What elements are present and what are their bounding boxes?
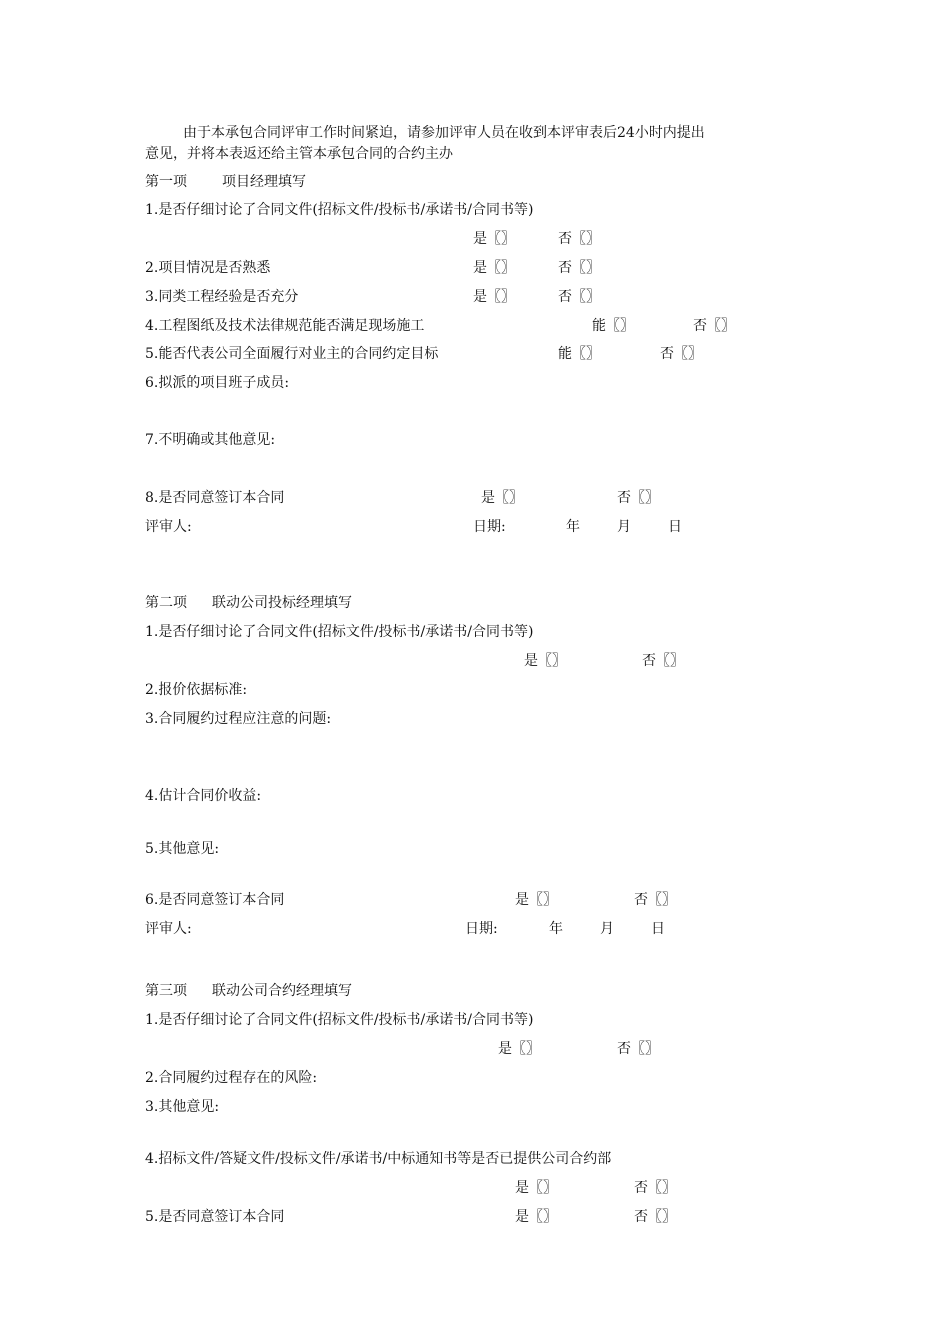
s2-q1-no[interactable]: 否〖〗 (642, 653, 684, 669)
s3-q2: 2.合同履约过程存在的风险: (145, 1070, 318, 1086)
s3-q5-no[interactable]: 否〖〗 (634, 1209, 676, 1225)
s1-month-label: 月 (617, 519, 631, 535)
section3-title: 第三项 (145, 983, 187, 999)
s3-q4-no[interactable]: 否〖〗 (634, 1180, 676, 1196)
s1-q3-no[interactable]: 否〖〗 (558, 289, 600, 305)
s2-reviewer-label: 评审人: (145, 921, 192, 937)
s2-q5: 5.其他意见: (145, 841, 220, 857)
s2-day-label: 日 (651, 921, 665, 937)
section3-subtitle: 联动公司合约经理填写 (212, 983, 352, 999)
s1-q1-yes[interactable]: 是〖〗 (473, 231, 515, 247)
section2-subtitle: 联动公司投标经理填写 (212, 595, 352, 611)
s1-day-label: 日 (668, 519, 682, 535)
s1-date-label: 日期: (473, 519, 506, 535)
s3-q3: 3.其他意见: (145, 1099, 220, 1115)
s3-q1-yes[interactable]: 是〖〗 (498, 1041, 540, 1057)
s1-q5-can[interactable]: 能〖〗 (558, 346, 600, 362)
s1-q1: 1.是否仔细讨论了合同文件(招标文件/投标书/承诺书/合同书等) (145, 202, 534, 218)
s2-q2: 2.报价依据标准: (145, 682, 248, 698)
intro-line-1: 由于本承包合同评审工作时间紧迫，请参加评审人员在收到本评审表后24小时内提出 (183, 125, 705, 141)
s1-q5-no[interactable]: 否〖〗 (660, 346, 702, 362)
s1-q2-no[interactable]: 否〖〗 (558, 260, 600, 276)
section2-title: 第二项 (145, 595, 187, 611)
s1-year-label: 年 (566, 519, 580, 535)
s1-q8-no[interactable]: 否〖〗 (617, 490, 659, 506)
s1-q4: 4.工程图纸及技术法律规范能否满足现场施工 (145, 318, 425, 334)
s2-month-label: 月 (600, 921, 614, 937)
s3-q4: 4.招标文件/答疑文件/投标文件/承诺书/中标通知书等是否已提供公司合约部 (145, 1151, 612, 1167)
section1-subtitle: 项目经理填写 (222, 174, 306, 190)
s2-q1-yes[interactable]: 是〖〗 (524, 653, 566, 669)
s1-q1-no[interactable]: 否〖〗 (558, 231, 600, 247)
s2-q3: 3.合同履约过程应注意的问题: (145, 711, 332, 727)
s2-q6-no[interactable]: 否〖〗 (634, 892, 676, 908)
s1-q8-yes[interactable]: 是〖〗 (481, 490, 523, 506)
s3-q5: 5.是否同意签订本合同 (145, 1209, 285, 1225)
s3-q1-no[interactable]: 否〖〗 (617, 1041, 659, 1057)
s1-q4-can[interactable]: 能〖〗 (592, 318, 634, 334)
s1-q4-no[interactable]: 否〖〗 (693, 318, 735, 334)
s2-q6-yes[interactable]: 是〖〗 (515, 892, 557, 908)
s2-q1: 1.是否仔细讨论了合同文件(招标文件/投标书/承诺书/合同书等) (145, 624, 534, 640)
s1-q8: 8.是否同意签订本合同 (145, 490, 285, 506)
s2-date-label: 日期: (465, 921, 498, 937)
s2-year-label: 年 (549, 921, 563, 937)
s1-reviewer-label: 评审人: (145, 519, 192, 535)
s1-q3-yes[interactable]: 是〖〗 (473, 289, 515, 305)
s1-q7: 7.不明确或其他意见: (145, 432, 276, 448)
s1-q6: 6.拟派的项目班子成员: (145, 375, 290, 391)
s3-q1: 1.是否仔细讨论了合同文件(招标文件/投标书/承诺书/合同书等) (145, 1012, 534, 1028)
s1-q3: 3.同类工程经验是否充分 (145, 289, 299, 305)
s1-q2-yes[interactable]: 是〖〗 (473, 260, 515, 276)
s1-q2: 2.项目情况是否熟悉 (145, 260, 271, 276)
s2-q4: 4.估计合同价收益: (145, 788, 262, 804)
section1-title: 第一项 (145, 174, 187, 190)
intro-line-2: 意见，并将本表返还给主管本承包合同的合约主办 (145, 146, 453, 162)
s2-q6: 6.是否同意签订本合同 (145, 892, 285, 908)
s3-q4-yes[interactable]: 是〖〗 (515, 1180, 557, 1196)
s1-q5: 5.能否代表公司全面履行对业主的合同约定目标 (145, 346, 439, 362)
s3-q5-yes[interactable]: 是〖〗 (515, 1209, 557, 1225)
